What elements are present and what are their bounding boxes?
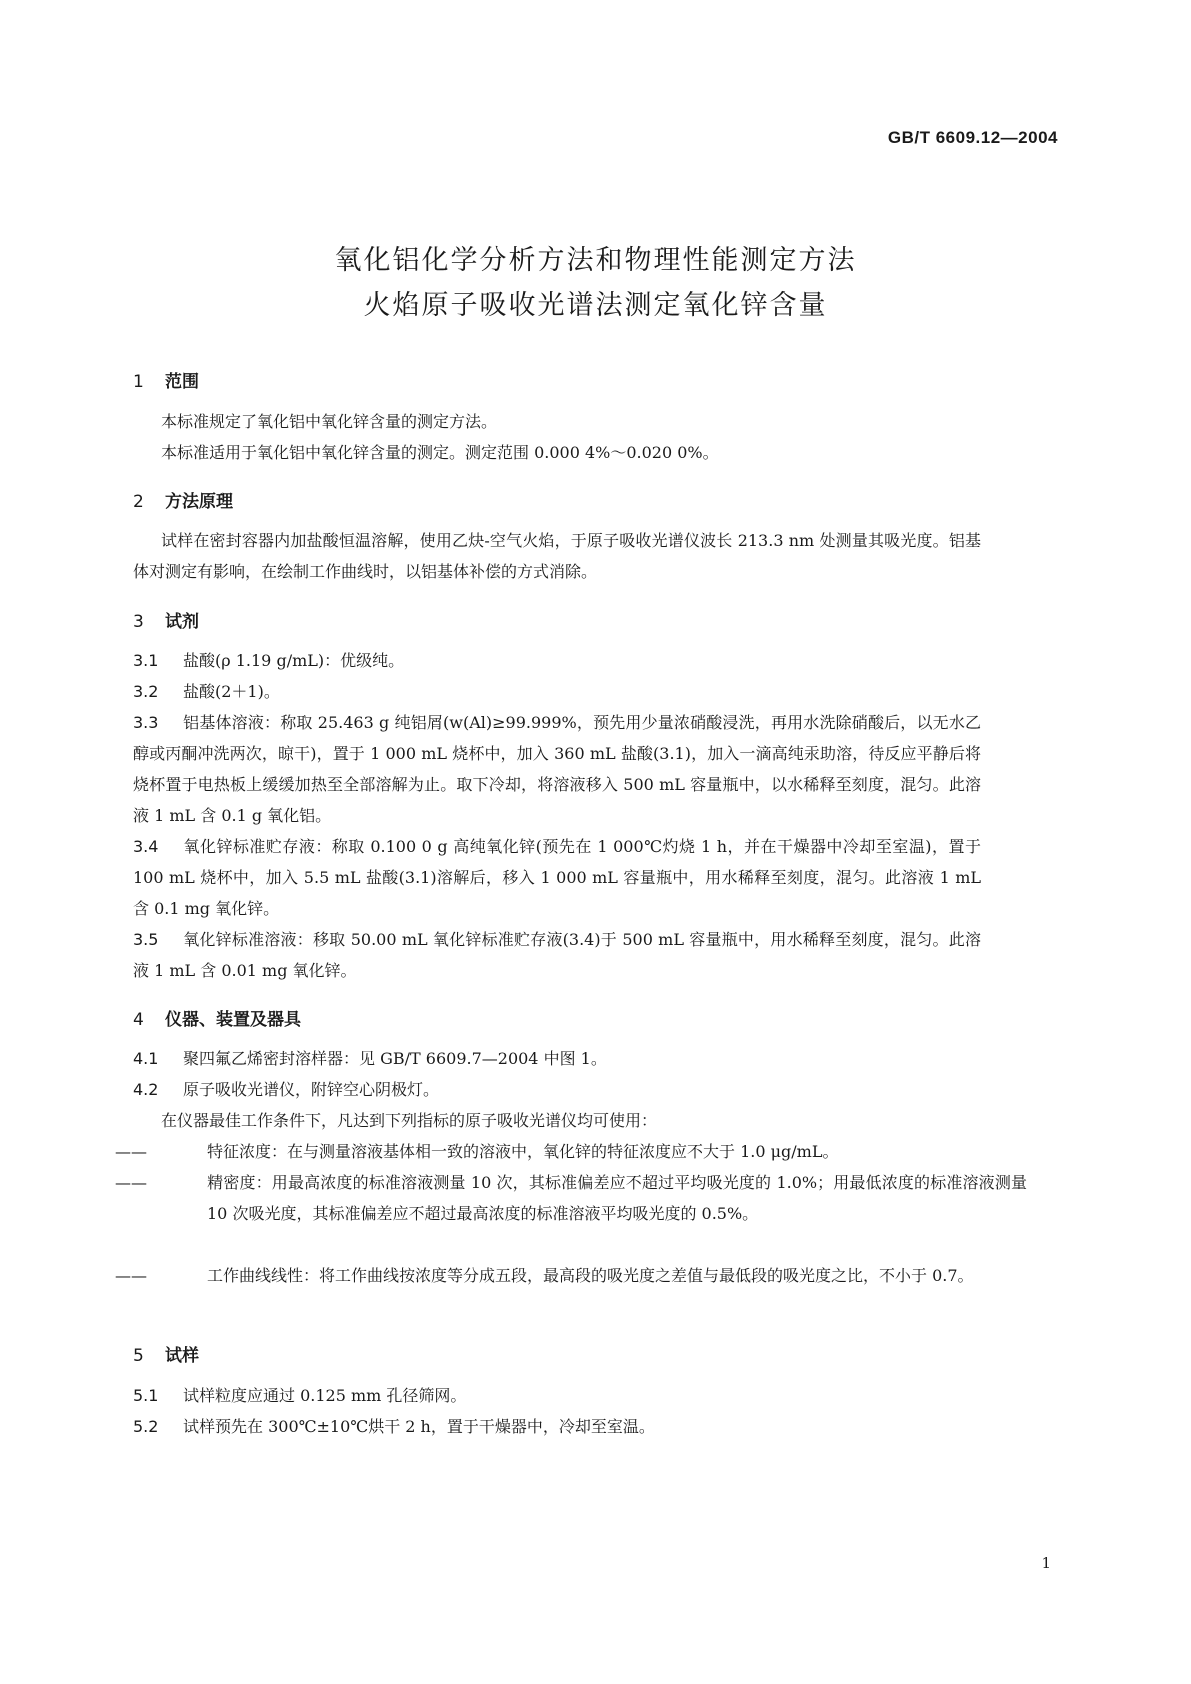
section-2-heading (133, 487, 233, 512)
bullet-item (115, 1260, 1027, 1291)
clause-text: 聚四氟乙烯密封溶样器：见 GB/T 6609.7—2004 中图 1。 (183, 1049, 607, 1068)
clause-text: 铝基体溶液：称取 25.463 g 纯铝屑(w(Al)≥99.999%，预先用少量浓硝酸浸洗，再用水洗除硝酸后，以无水乙醇或丙酮冲洗两次，晾干)，置于 1 000 mL 烧杯中，加入 360 mL 盐酸(3.1)，加入一滴高纯汞助溶，待反应平静后将烧杯置于电热板上缓缓加热至全部溶解为止。取下冷却，将溶液移入 500 mL 容量瓶中，以水稀释至刻度，混匀。此溶液 1 mL 含 0.1 g 氧化铝。 (133, 713, 981, 825)
section-title: 方法原理 (165, 492, 233, 512)
section-2-paragraph: 试样在密封容器内加盐酸恒温溶解，使用乙炔-空气火焰，于原子吸收光谱仪波长 213.3 nm 处测量其吸光度。铝基体对测定有影响，在绘制工作曲线时，以铝基体补偿的方式消除。 (133, 531, 981, 581)
clause-text: 氧化锌标准贮存液：称取 0.100 0 g 高纯氧化锌(预先在 1 000℃灼烧 1 h，并在干燥器中冷却至室温)，置于 100 mL 烧杯中，加入 5.5 mL 盐酸(3.1)溶解后，移入 1 000 mL 容量瓶中，用水稀释至刻度，混匀。此溶液 1 mL 含 0.1 mg 氧化锌。 (133, 837, 981, 918)
bullet-item (115, 1136, 1027, 1167)
clause-number: 3.3 (133, 713, 159, 732)
clause-number: 5.2 (133, 1417, 159, 1436)
bullet-text: 特征浓度：在与测量溶液基体相一致的溶液中，氧化锌的特征浓度应不大于 1.0 μg/mL。 (207, 1142, 839, 1161)
bullet-text: 精密度：用最高浓度的标准溶液测量 10 次，其标准偏差应不超过平均吸光度的 1.0%；用最低浓度的标准溶液测量 10 次吸光度，其标准偏差应不超过最高浓度的标准溶液平均吸光度的 0.5%。 (207, 1173, 1027, 1223)
clause-number: 4.1 (133, 1049, 159, 1068)
section-title: 试剂 (165, 612, 199, 632)
clause-5-2 (133, 1411, 655, 1442)
section-number: 4 (133, 1010, 144, 1030)
clause-number: 4.2 (133, 1080, 159, 1099)
dash-marker: —— (115, 1142, 147, 1161)
dash-marker: —— (115, 1266, 147, 1285)
clause-text: 试样预先在 300℃±10℃烘干 2 h，置于干燥器中，冷却至室温。 (183, 1417, 655, 1436)
clause-text: 氧化锌标准溶液：移取 50.00 mL 氧化锌标准贮存液(3.4)于 500 mL 容量瓶中，用水稀释至刻度，混匀。此溶液 1 mL 含 0.01 mg 氧化锌。 (133, 930, 981, 980)
title-line-2: 火焰原子吸收光谱法测定氧化锌含量 (363, 290, 828, 321)
clause-number: 3.5 (133, 930, 159, 949)
clause-text: 试样粒度应通过 0.125 mm 孔径筛网。 (183, 1386, 467, 1405)
section-1-paragraph-2: 本标准适用于氧化铝中氧化锌含量的测定。测定范围 0.000 4%～0.020 0%。 (161, 443, 719, 462)
clause-3-4 (133, 831, 981, 924)
section-title: 仪器、装置及器具 (165, 1010, 301, 1030)
clause-5-1 (133, 1380, 466, 1411)
clause-4-1 (133, 1043, 607, 1074)
dash-marker: —— (115, 1173, 147, 1192)
clause-4-2 (133, 1074, 439, 1105)
clause-text: 原子吸收光谱仪，附锌空心阴极灯。 (183, 1080, 440, 1099)
clause-3-2 (133, 676, 280, 707)
clause-number: 3.1 (133, 651, 159, 670)
clause-text: 盐酸(2＋1)。 (183, 682, 280, 701)
title-line-1: 氧化铝化学分析方法和物理性能测定方法 (334, 245, 857, 276)
clause-number: 3.2 (133, 682, 159, 701)
clause-3-1 (133, 645, 404, 676)
instrument-intro: 在仪器最佳工作条件下，凡达到下列指标的原子吸收光谱仪均可使用： (161, 1111, 658, 1130)
clause-number: 3.4 (133, 837, 159, 856)
section-number: 3 (133, 612, 144, 632)
section-1-heading (133, 367, 199, 392)
clause-3-5 (133, 924, 981, 986)
clause-3-3 (133, 707, 981, 831)
clause-number: 5.1 (133, 1386, 159, 1405)
clause-text: 盐酸(ρ 1.19 g/mL)：优级纯。 (183, 651, 405, 670)
section-number: 1 (133, 372, 144, 392)
section-5-heading (133, 1341, 199, 1366)
section-1-paragraph-1: 本标准规定了氧化铝中氧化锌含量的测定方法。 (161, 412, 498, 431)
page-number: 1 (1041, 1554, 1051, 1572)
standard-code: GB/T 6609.12—2004 (887, 128, 1058, 147)
bullet-item (115, 1167, 1027, 1229)
section-number: 5 (133, 1346, 144, 1366)
bullet-text: 工作曲线线性：将工作曲线按浓度等分成五段，最高段的吸光度之差值与最低段的吸光度之比，不小于 0.7。 (207, 1266, 974, 1285)
section-number: 2 (133, 492, 144, 512)
section-title: 范围 (165, 372, 199, 392)
section-3-heading (133, 607, 199, 632)
section-title: 试样 (165, 1346, 199, 1366)
section-4-heading (133, 1005, 301, 1030)
